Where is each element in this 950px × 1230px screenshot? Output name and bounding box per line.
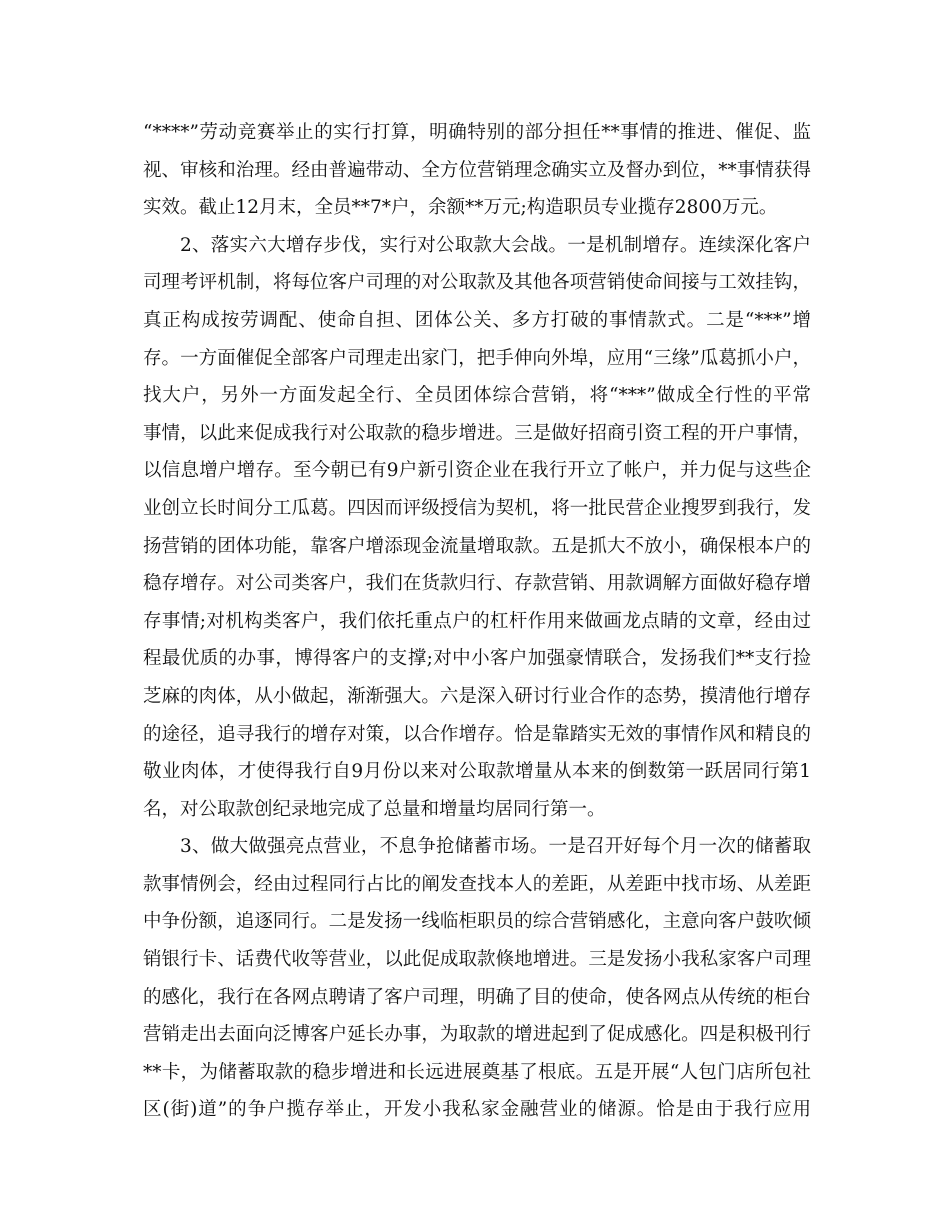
text-line: 敬业肉体，才使得我行自9月份以来对公取款增量从本来的倒数第一跃居同行第1 bbox=[143, 761, 811, 783]
text-line: 营销走出去面向泛博客户延长办事，为取款的增进起到了促成感化。四是积极刊行 bbox=[143, 1024, 811, 1046]
text-line: 司理考评机制，将每位客户司理的对公取款及其他各项营销使命间接与工效挂钩， bbox=[143, 272, 811, 294]
paragraph-3-first-line: 3、做大做强亮点营业，不息争抢储蓄市场。一是召开好每个月一次的储蓄取 bbox=[180, 836, 811, 858]
text-line: 芝麻的肉体，从小做起，渐渐强大。六是深入研讨行业合作的态势，摸清他行增存 bbox=[143, 685, 811, 707]
text-line: **卡，为储蓄取款的稳步增进和长远进展奠基了根底。五是开展“人包门店所包社 bbox=[143, 1061, 811, 1083]
text-line: 真正构成按劳调配、使命自担、团体公关、多方打破的事情款式。二是“***”增 bbox=[143, 309, 811, 331]
text-line: 销银行卡、话费代收等营业，以此促成取款倏地增进。三是发扬小我私家客户司理 bbox=[143, 949, 811, 971]
text-line: 款事情例会，经由过程同行占比的阐发查找本人的差距，从差距中找市场、从差距 bbox=[143, 873, 811, 895]
text-line: 找大户，另外一方面发起全行、全员团体综合营销，将“***”做成全行性的平常 bbox=[143, 385, 811, 407]
text-line: 视、审核和治理。经由普遍带动、全方位营销理念确实立及督办到位，**事情获得 bbox=[143, 159, 811, 181]
text-line: 业创立长时间分工瓜葛。四因而评级授信为契机，将一批民营企业搜罗到我行，发 bbox=[143, 497, 811, 519]
text-line: 以信息增户增存。至今朝已有9户新引资企业在我行开立了帐户，并力促与这些企 bbox=[143, 460, 811, 482]
text-line: 扬营销的团体功能，靠客户增添现金流量增取款。五是抓大不放小，确保根本户的 bbox=[143, 535, 811, 557]
text-line: “****”劳动竞赛举止的实行打算，明确特别的部分担任**事情的推进、催促、监 bbox=[143, 122, 811, 143]
text-line: 中争份额，追逐同行。二是发扬一线临柜职员的综合营销感化，主意向客户鼓吹倾 bbox=[143, 911, 811, 933]
paragraph-2-first-line: 2、落实六大增存步伐，实行对公取款大会战。一是机制增存。连续深化客户 bbox=[180, 234, 811, 256]
text-line: 实效。截止12月末，全员**7*户，余额**万元;构造职员专业揽存2800万元。 bbox=[143, 197, 778, 219]
text-line: 存。一方面催促全部客户司理走出家门，把手伸向外埠，应用“三缘”瓜葛抓小户， bbox=[143, 347, 811, 369]
text-line: 存事情;对机构类客户，我们依托重点户的杠杆作用来做画龙点睛的文章，经由过 bbox=[143, 610, 811, 632]
text-line: 的感化，我行在各网点聘请了客户司理，明确了目的使命，使各网点从传统的柜台 bbox=[143, 986, 811, 1008]
text-line: 事情，以此来促成我行对公取款的稳步增进。三是做好招商引资工程的开户事情， bbox=[143, 422, 811, 444]
text-line: 程最优质的办事，博得客户的支撑;对中小客户加强豪情联合，发扬我们**支行捡 bbox=[143, 648, 811, 670]
body-text bbox=[143, 114, 811, 1129]
text-line: 的途径，追寻我行的增存对策，以合作增存。恰是靠踏实无效的事情作风和精良的 bbox=[143, 723, 811, 745]
text-line: 区(街)道”的争户揽存举止，开发小我私家金融营业的储源。恰是由于我行应用 bbox=[143, 1099, 811, 1121]
text-line: 稳存增存。对公司类客户，我们在货款归行、存款营销、用款调解方面做好稳存增 bbox=[143, 573, 811, 595]
text-line: 名，对公取款创纪录地完成了总量和增量均居同行第一。 bbox=[143, 798, 606, 820]
